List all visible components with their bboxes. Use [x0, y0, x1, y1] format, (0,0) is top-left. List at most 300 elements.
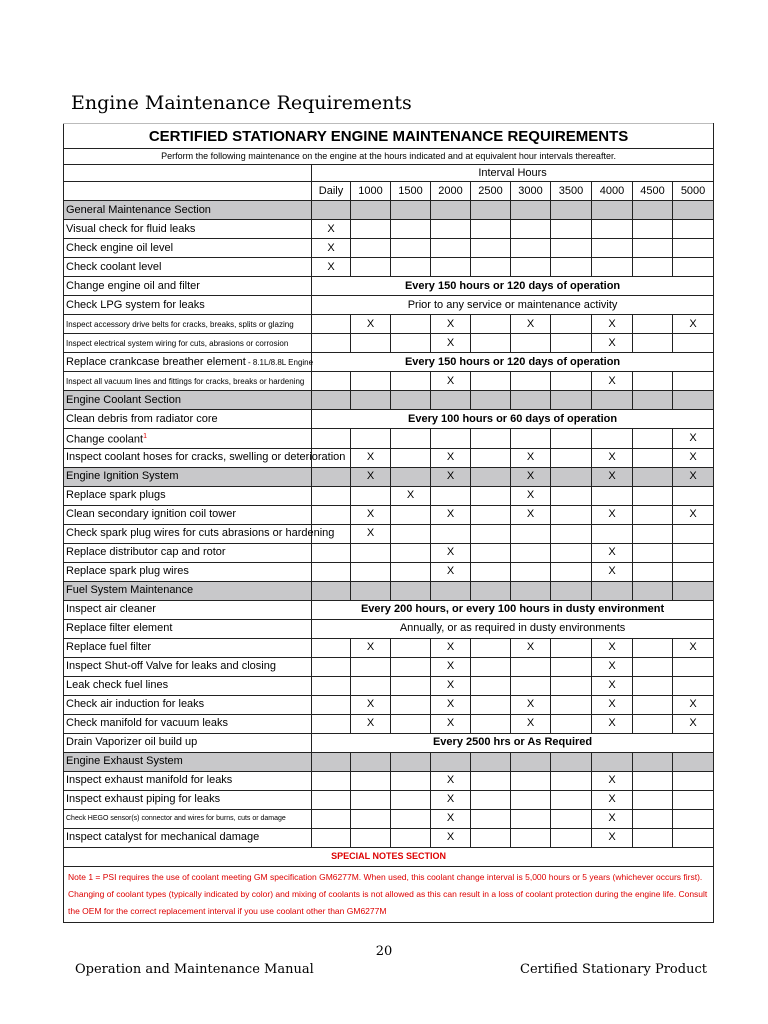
task-text: Replace spark plugs [66, 489, 166, 502]
interval-note: Every 150 hours or 120 days of operation [312, 277, 714, 296]
task-row [64, 448, 714, 467]
interval-mark-cell: X [431, 505, 471, 524]
table-title: CERTIFIED STATIONARY ENGINE MAINTENANCE REQUIREMENTS [64, 124, 714, 149]
interval-mark-cell: X [431, 638, 471, 657]
task-row [64, 619, 714, 638]
interval-mark-cell [592, 429, 633, 449]
interval-mark-cell [592, 258, 633, 277]
interval-mark-cell [312, 486, 351, 505]
footer-manual-title: Operation and Maintenance Manual [75, 962, 314, 977]
task-text: Check engine oil level [66, 241, 174, 254]
interval-mark-cell [633, 505, 673, 524]
interval-mark-cell: X [592, 315, 633, 334]
task-row [64, 828, 714, 847]
interval-mark-cell: X [312, 220, 351, 239]
interval-mark-cell [471, 543, 511, 562]
interval-mark-cell [633, 543, 673, 562]
interval-mark-cell: X [592, 372, 633, 391]
task-label [64, 315, 312, 334]
interval-mark-cell [312, 638, 351, 657]
interval-mark-cell: X [431, 315, 471, 334]
task-text: Inspect accessory drive belts for cracks, breaks, splits or glazing [66, 319, 294, 329]
interval-mark-cell [551, 486, 592, 505]
task-text: Engine Exhaust System [66, 755, 183, 768]
section-label [64, 201, 312, 220]
interval-mark-cell [351, 372, 391, 391]
interval-mark-cell [391, 752, 431, 771]
task-text: General Maintenance Section [66, 203, 211, 216]
section-row [64, 391, 714, 410]
task-label [64, 353, 312, 372]
task-label [64, 733, 312, 752]
interval-mark-cell [391, 201, 431, 220]
column-header: 1500 [391, 182, 431, 201]
section-label [64, 467, 312, 486]
interval-mark-cell: X [351, 315, 391, 334]
column-header: 2500 [471, 182, 511, 201]
interval-mark-cell [673, 258, 714, 277]
interval-mark-cell [351, 391, 391, 410]
task-text: Replace crankcase breather element [66, 355, 246, 368]
interval-mark-cell: X [431, 562, 471, 581]
task-text: Clean secondary ignition coil tower [66, 508, 236, 521]
interval-mark-cell [471, 714, 511, 733]
section-label [64, 391, 312, 410]
interval-mark-cell [391, 524, 431, 543]
task-label [64, 600, 312, 619]
section-label [64, 581, 312, 600]
interval-mark-cell [592, 752, 633, 771]
interval-mark-cell [471, 220, 511, 239]
interval-mark-cell: X [592, 467, 633, 486]
page-heading: Engine Maintenance Requirements [71, 92, 412, 114]
interval-note: Prior to any service or maintenance activity [312, 296, 714, 315]
interval-mark-cell [471, 638, 511, 657]
interval-mark-cell [391, 448, 431, 467]
interval-mark-cell: X [673, 714, 714, 733]
section-row [64, 581, 714, 600]
task-label [64, 505, 312, 524]
interval-mark-cell [633, 334, 673, 353]
interval-mark-cell [312, 752, 351, 771]
interval-mark-cell [471, 828, 511, 847]
interval-mark-cell [351, 676, 391, 695]
task-text: Change coolant [66, 433, 144, 446]
task-row [64, 562, 714, 581]
interval-mark-cell [312, 562, 351, 581]
task-text: Visual check for fluid leaks [66, 222, 196, 235]
interval-mark-cell [511, 391, 551, 410]
task-text: Replace distributor cap and rotor [66, 546, 226, 559]
interval-mark-cell [673, 239, 714, 258]
interval-mark-cell [633, 695, 673, 714]
interval-mark-cell [673, 657, 714, 676]
interval-mark-cell [431, 429, 471, 449]
task-label [64, 676, 312, 695]
interval-mark-cell [312, 315, 351, 334]
task-row [64, 771, 714, 790]
interval-mark-cell: X [351, 638, 391, 657]
interval-mark-cell [312, 372, 351, 391]
task-text: Replace spark plug wires [66, 565, 189, 578]
interval-mark-cell [673, 828, 714, 847]
interval-mark-cell [551, 562, 592, 581]
interval-mark-cell: X [511, 714, 551, 733]
interval-mark-cell [551, 429, 592, 449]
interval-mark-cell [633, 828, 673, 847]
task-row [64, 638, 714, 657]
column-header: 3500 [551, 182, 592, 201]
interval-mark-cell [592, 486, 633, 505]
interval-mark-cell [633, 676, 673, 695]
interval-mark-cell [551, 467, 592, 486]
interval-mark-cell: X [592, 714, 633, 733]
interval-mark-cell [351, 809, 391, 828]
interval-mark-cell [551, 258, 592, 277]
interval-mark-cell [633, 391, 673, 410]
task-label [64, 220, 312, 239]
special-notes-text: Note 1 = PSI requires the use of coolant meeting GM specification GM6277M. When used, this coolant change interval is 5,000 hours or 5 years (whichever occurs first). Changing of coolant types (typically indicated by color) and mixing of coolants is not allowed as this can result in a loss of coolant protection during the engine life. Consult the OEM for the correct replacement interval if you use coolant other than GM6277M [64, 866, 714, 922]
interval-mark-cell [551, 657, 592, 676]
task-row [64, 676, 714, 695]
task-row [64, 695, 714, 714]
task-text: Replace fuel filter [66, 641, 151, 654]
interval-mark-cell [351, 657, 391, 676]
interval-mark-cell [551, 828, 592, 847]
interval-mark-cell: X [592, 809, 633, 828]
interval-mark-cell [351, 201, 391, 220]
interval-mark-cell [431, 752, 471, 771]
interval-mark-cell: X [592, 790, 633, 809]
interval-mark-cell: X [431, 790, 471, 809]
interval-mark-cell: X [431, 714, 471, 733]
interval-mark-cell [673, 391, 714, 410]
interval-mark-cell [673, 676, 714, 695]
interval-mark-cell [551, 448, 592, 467]
task-suffix: - 8.1L/8.8L Engine [245, 357, 314, 367]
column-header: 3000 [511, 182, 551, 201]
interval-mark-cell: X [431, 657, 471, 676]
interval-mark-cell [431, 524, 471, 543]
interval-mark-cell [391, 239, 431, 258]
footer-product-title: Certified Stationary Product [520, 962, 707, 977]
interval-mark-cell [511, 220, 551, 239]
interval-mark-cell [511, 239, 551, 258]
interval-mark-cell [673, 334, 714, 353]
interval-mark-cell: X [592, 505, 633, 524]
interval-mark-cell: X [431, 771, 471, 790]
interval-mark-cell [673, 220, 714, 239]
task-row [64, 657, 714, 676]
interval-mark-cell: X [673, 505, 714, 524]
interval-mark-cell [551, 239, 592, 258]
interval-mark-cell [511, 771, 551, 790]
interval-mark-cell: X [511, 486, 551, 505]
notes-row [64, 866, 714, 922]
task-text: Check spark plug wires for cuts abrasions or hardening [66, 527, 335, 540]
interval-mark-cell [431, 581, 471, 600]
interval-mark-cell [471, 315, 511, 334]
interval-mark-cell [312, 543, 351, 562]
interval-mark-cell [471, 429, 511, 449]
interval-mark-cell [312, 676, 351, 695]
task-text: Check coolant level [66, 260, 162, 273]
interval-mark-cell [471, 562, 511, 581]
task-row [64, 790, 714, 809]
interval-mark-cell [551, 676, 592, 695]
task-row [64, 809, 714, 828]
section-row [64, 752, 714, 771]
interval-mark-cell [471, 581, 511, 600]
interval-mark-cell [511, 790, 551, 809]
task-label [64, 771, 312, 790]
task-label [64, 638, 312, 657]
interval-mark-cell [633, 524, 673, 543]
task-text: Clean debris from radiator core [66, 412, 218, 425]
task-label [64, 695, 312, 714]
interval-mark-cell [633, 372, 673, 391]
task-text: Change engine oil and filter [66, 279, 200, 292]
interval-mark-cell [633, 429, 673, 449]
interval-mark-cell [551, 372, 592, 391]
interval-mark-cell [673, 809, 714, 828]
interval-mark-cell [633, 657, 673, 676]
interval-mark-cell [391, 638, 431, 657]
interval-mark-cell [511, 581, 551, 600]
interval-mark-cell [673, 372, 714, 391]
task-label [64, 809, 312, 828]
interval-mark-cell: X [351, 714, 391, 733]
interval-mark-cell: X [592, 543, 633, 562]
task-row [64, 429, 714, 449]
interval-mark-cell [633, 809, 673, 828]
interval-mark-cell [592, 220, 633, 239]
interval-mark-cell [592, 391, 633, 410]
interval-mark-cell [592, 201, 633, 220]
interval-mark-cell [391, 372, 431, 391]
task-text: Inspect Shut-off Valve for leaks and closing [66, 660, 276, 673]
interval-mark-cell [673, 581, 714, 600]
task-text: Inspect electrical system wiring for cuts, abrasions or corrosion [66, 338, 289, 348]
interval-mark-cell [511, 752, 551, 771]
interval-mark-cell [391, 790, 431, 809]
interval-note: Every 2500 hrs or As Required [312, 733, 714, 752]
task-label [64, 239, 312, 258]
interval-mark-cell [351, 258, 391, 277]
column-header: 4000 [592, 182, 633, 201]
interval-mark-cell [471, 239, 511, 258]
interval-mark-cell: X [673, 448, 714, 467]
task-text: Inspect air cleaner [66, 603, 156, 616]
task-label [64, 524, 335, 543]
interval-mark-cell [312, 505, 351, 524]
task-text: Leak check fuel lines [66, 679, 169, 692]
interval-mark-cell [633, 220, 673, 239]
task-label [64, 657, 312, 676]
task-label [64, 828, 312, 847]
task-row [64, 353, 714, 372]
interval-mark-cell [511, 657, 551, 676]
task-text: Check HEGO sensor(s) connector and wires for burns, cuts or damage [66, 815, 286, 823]
interval-mark-cell [351, 581, 391, 600]
interval-mark-cell [471, 258, 511, 277]
interval-mark-cell [312, 334, 351, 353]
interval-mark-cell [391, 676, 431, 695]
interval-mark-cell: X [431, 334, 471, 353]
interval-mark-cell [351, 752, 391, 771]
task-text: Check manifold for vacuum leaks [66, 717, 229, 730]
interval-mark-cell [471, 486, 511, 505]
task-row [64, 733, 714, 752]
interval-mark-cell [551, 505, 592, 524]
task-label [64, 619, 312, 638]
interval-mark-cell [391, 562, 431, 581]
interval-mark-cell [431, 486, 471, 505]
interval-mark-cell [592, 239, 633, 258]
interval-mark-cell [391, 771, 431, 790]
interval-mark-cell: X [592, 771, 633, 790]
section-row [64, 201, 714, 220]
interval-mark-cell [351, 486, 391, 505]
interval-mark-cell [551, 581, 592, 600]
interval-mark-cell [592, 581, 633, 600]
interval-mark-cell [391, 467, 431, 486]
interval-mark-cell: X [673, 467, 714, 486]
interval-mark-cell [312, 467, 351, 486]
interval-mark-cell [471, 505, 511, 524]
interval-mark-cell: X [391, 486, 431, 505]
interval-mark-cell [551, 391, 592, 410]
interval-mark-cell [471, 809, 511, 828]
interval-mark-cell [471, 201, 511, 220]
interval-mark-cell [391, 391, 431, 410]
task-row [64, 600, 714, 619]
interval-mark-cell [551, 543, 592, 562]
task-label [64, 372, 312, 391]
interval-mark-cell [312, 391, 351, 410]
task-text: Check air induction for leaks [66, 698, 205, 711]
interval-mark-cell [673, 543, 714, 562]
interval-mark-cell [551, 790, 592, 809]
interval-mark-cell [471, 372, 511, 391]
interval-mark-cell [471, 752, 511, 771]
task-label [64, 277, 312, 296]
interval-mark-cell [633, 448, 673, 467]
interval-mark-cell [633, 714, 673, 733]
interval-mark-cell [391, 543, 431, 562]
interval-mark-cell [633, 638, 673, 657]
blank-header-cell [64, 165, 312, 182]
interval-mark-cell [471, 771, 511, 790]
interval-mark-cell [551, 714, 592, 733]
interval-mark-cell: X [431, 695, 471, 714]
interval-mark-cell [431, 239, 471, 258]
interval-mark-cell: X [592, 638, 633, 657]
maintenance-table [63, 123, 714, 923]
interval-mark-cell [673, 524, 714, 543]
task-text: Inspect coolant hoses for cracks, swelling or deterioration [66, 451, 346, 464]
task-row [64, 505, 714, 524]
interval-mark-cell [351, 429, 391, 449]
interval-mark-cell [673, 752, 714, 771]
task-label [64, 790, 312, 809]
interval-mark-cell [551, 201, 592, 220]
interval-mark-cell [391, 429, 431, 449]
task-row [64, 486, 714, 505]
interval-note: Every 200 hours, or every 100 hours in dusty environment [312, 600, 714, 619]
task-row [64, 296, 714, 315]
interval-mark-cell: X [673, 429, 714, 449]
interval-mark-cell [551, 220, 592, 239]
interval-mark-cell [511, 543, 551, 562]
interval-mark-cell [351, 562, 391, 581]
blank-header-cell [64, 182, 312, 201]
interval-mark-cell [551, 315, 592, 334]
interval-mark-cell [633, 581, 673, 600]
interval-mark-cell [471, 467, 511, 486]
interval-mark-cell: X [592, 695, 633, 714]
interval-mark-cell [633, 486, 673, 505]
interval-mark-cell: X [431, 372, 471, 391]
table-subtitle: Perform the following maintenance on the engine at the hours indicated and at equivalent hour intervals thereafter. [64, 149, 714, 165]
interval-mark-cell [391, 714, 431, 733]
interval-mark-cell [633, 315, 673, 334]
interval-mark-cell: X [592, 334, 633, 353]
interval-mark-cell [592, 524, 633, 543]
interval-mark-cell [633, 239, 673, 258]
interval-mark-cell [391, 828, 431, 847]
interval-mark-cell: X [673, 315, 714, 334]
task-row [64, 239, 714, 258]
interval-mark-cell [471, 334, 511, 353]
interval-mark-cell [633, 201, 673, 220]
interval-mark-cell [511, 429, 551, 449]
interval-mark-cell [633, 562, 673, 581]
task-label [64, 296, 312, 315]
interval-mark-cell [551, 695, 592, 714]
interval-mark-cell [551, 524, 592, 543]
task-text: Engine Coolant Section [66, 393, 181, 406]
interval-mark-cell: X [511, 467, 551, 486]
interval-mark-cell [471, 676, 511, 695]
interval-mark-cell [391, 505, 431, 524]
interval-mark-cell [351, 771, 391, 790]
task-row [64, 524, 714, 543]
interval-mark-cell [471, 391, 511, 410]
interval-mark-cell: X [431, 467, 471, 486]
special-notes-heading: SPECIAL NOTES SECTION [64, 847, 714, 866]
interval-mark-cell [391, 334, 431, 353]
interval-mark-cell [312, 201, 351, 220]
task-row [64, 372, 714, 391]
task-row [64, 410, 714, 429]
interval-mark-cell: X [351, 448, 391, 467]
task-text: Replace filter element [66, 622, 173, 635]
task-text: Inspect exhaust piping for leaks [66, 793, 221, 806]
interval-mark-cell: X [592, 562, 633, 581]
task-text: Inspect exhaust manifold for leaks [66, 774, 233, 787]
interval-mark-cell [312, 657, 351, 676]
task-label [64, 258, 312, 277]
interval-mark-cell [511, 334, 551, 353]
interval-mark-cell: X [351, 467, 391, 486]
page-number: 20 [375, 944, 393, 959]
interval-mark-cell [511, 809, 551, 828]
interval-mark-cell [431, 220, 471, 239]
interval-mark-cell [511, 676, 551, 695]
section-row [64, 467, 714, 486]
interval-mark-cell: X [511, 638, 551, 657]
